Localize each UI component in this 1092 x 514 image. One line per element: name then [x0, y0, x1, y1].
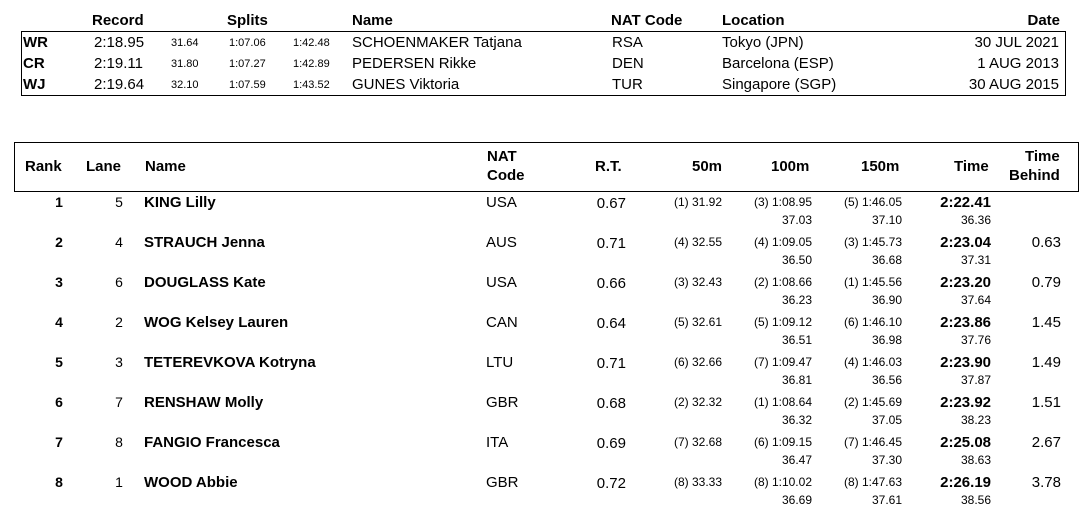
- rank: 8: [55, 474, 63, 490]
- records-header-nat: NAT Code: [611, 12, 683, 29]
- record-nat: TUR: [612, 76, 643, 93]
- nat-code: CAN: [486, 314, 518, 331]
- lane: 6: [115, 274, 123, 290]
- header-behind-line2: Behind: [1009, 167, 1060, 184]
- reaction-time: 0.71: [596, 355, 626, 372]
- reaction-time: 0.69: [596, 435, 626, 452]
- split-150m-sub: 37.30: [871, 453, 902, 467]
- record-nat: DEN: [612, 55, 644, 72]
- split-150m: (7) 1:46.45: [843, 435, 902, 449]
- final-time: 2:23.04: [940, 234, 991, 251]
- time-behind: 1.51: [1031, 394, 1061, 411]
- nat-code: USA: [486, 194, 517, 211]
- athlete-name: WOOD Abbie: [144, 474, 238, 491]
- split-150m-sub: 37.05: [871, 413, 902, 427]
- split-100m: (7) 1:09.47: [753, 355, 812, 369]
- table-row: [14, 231, 1077, 271]
- split-100m-sub: 36.50: [781, 253, 812, 267]
- final-time-sub: 37.76: [960, 333, 991, 347]
- header-rank: Rank: [25, 158, 62, 175]
- athlete-name: TETEREVKOVA Kotryna: [144, 354, 316, 371]
- nat-code: ITA: [486, 434, 509, 451]
- header-behind-line1: Time: [1025, 148, 1060, 165]
- record-split-100: 1:07.59: [229, 79, 266, 91]
- time-behind: 2.67: [1031, 434, 1061, 451]
- record-row-wr: [21, 32, 1066, 53]
- athlete-name: WOG Kelsey Lauren: [144, 314, 289, 331]
- lane: 2: [115, 314, 123, 330]
- reaction-time: 0.66: [596, 275, 626, 292]
- split-50m: (6) 32.66: [673, 355, 722, 369]
- split-50m: (1) 31.92: [673, 195, 722, 209]
- rank: 5: [55, 354, 63, 370]
- split-50m: (5) 32.61: [673, 315, 722, 329]
- final-time: 2:23.86: [940, 314, 991, 331]
- records-table: [21, 9, 1066, 95]
- lane: 5: [115, 194, 123, 210]
- record-name: SCHOENMAKER Tatjana: [352, 34, 522, 51]
- split-150m: (3) 1:45.73: [843, 235, 902, 249]
- record-time: 2:19.64: [94, 76, 145, 93]
- split-100m: (6) 1:09.15: [753, 435, 812, 449]
- records-header-location: Location: [722, 12, 785, 29]
- split-100m-sub: 36.81: [781, 373, 812, 387]
- split-100m-sub: 36.23: [781, 293, 812, 307]
- reaction-time: 0.71: [596, 235, 626, 252]
- record-split-150: 1:42.89: [293, 58, 330, 70]
- header-100m: 100m: [771, 158, 810, 175]
- split-150m: (6) 1:46.10: [843, 315, 902, 329]
- split-100m: (8) 1:10.02: [753, 475, 812, 489]
- table-row: [14, 471, 1077, 511]
- record-location: Tokyo (JPN): [722, 34, 804, 51]
- split-100m-sub: 36.32: [781, 413, 812, 427]
- record-code: CR: [23, 55, 45, 72]
- rank: 7: [55, 434, 63, 450]
- split-100m-sub: 36.51: [781, 333, 812, 347]
- header-150m: 150m: [861, 158, 900, 175]
- nat-code: GBR: [486, 474, 519, 491]
- record-time: 2:19.11: [94, 55, 143, 72]
- split-100m: (5) 1:09.12: [753, 315, 812, 329]
- split-150m: (2) 1:45.69: [843, 395, 902, 409]
- record-split-100: 1:07.06: [229, 37, 266, 49]
- reaction-time: 0.64: [596, 315, 626, 332]
- record-date: 30 AUG 2015: [968, 76, 1059, 93]
- record-location: Barcelona (ESP): [722, 55, 834, 72]
- split-150m-sub: 37.10: [871, 213, 902, 227]
- table-row: [14, 391, 1077, 431]
- split-50m: (2) 32.32: [673, 395, 722, 409]
- header-rt: R.T.: [595, 158, 622, 175]
- rank: 3: [55, 274, 63, 290]
- split-100m-sub: 37.03: [781, 213, 812, 227]
- record-time: 2:18.95: [94, 34, 145, 51]
- record-row-cr: [21, 53, 1066, 74]
- reaction-time: 0.68: [596, 395, 626, 412]
- split-150m-sub: 36.68: [871, 253, 902, 267]
- final-time: 2:23.20: [940, 274, 991, 291]
- record-date: 30 JUL 2021: [974, 34, 1059, 51]
- records-header-splits: Splits: [227, 12, 268, 29]
- split-150m: (1) 1:45.56: [843, 275, 902, 289]
- athlete-name: FANGIO Francesca: [144, 434, 280, 451]
- athlete-name: KING Lilly: [144, 194, 216, 211]
- record-location: Singapore (SGP): [722, 76, 837, 93]
- split-150m-sub: 36.90: [871, 293, 902, 307]
- lane: 8: [115, 434, 123, 450]
- lane: 1: [115, 474, 123, 490]
- final-time-sub: 36.36: [960, 213, 991, 227]
- record-date: 1 AUG 2013: [977, 55, 1059, 72]
- record-row-wj: [21, 74, 1066, 95]
- final-time: 2:22.41: [940, 194, 991, 211]
- reaction-time: 0.72: [596, 475, 626, 492]
- nat-code: GBR: [486, 394, 519, 411]
- record-code: WJ: [23, 76, 46, 93]
- split-50m: (7) 32.68: [673, 435, 722, 449]
- split-150m-sub: 36.98: [871, 333, 902, 347]
- record-split-50: 32.10: [171, 79, 199, 91]
- record-split-100: 1:07.27: [229, 58, 266, 70]
- table-row: [14, 191, 1077, 231]
- header-nat-line1: NAT: [487, 148, 517, 165]
- lane: 3: [115, 354, 123, 370]
- split-100m: (3) 1:08.95: [753, 195, 812, 209]
- split-50m: (8) 33.33: [673, 475, 722, 489]
- record-name: GUNES Viktoria: [352, 76, 460, 93]
- record-split-150: 1:43.52: [293, 79, 330, 91]
- lane: 4: [115, 234, 123, 250]
- split-100m: (1) 1:08.64: [753, 395, 812, 409]
- athlete-name: STRAUCH Jenna: [144, 234, 265, 251]
- final-time: 2:23.92: [940, 394, 991, 411]
- header-time: Time: [954, 158, 989, 175]
- nat-code: AUS: [486, 234, 517, 251]
- final-time-sub: 38.56: [960, 493, 991, 507]
- split-150m-sub: 36.56: [871, 373, 902, 387]
- split-150m: (4) 1:46.03: [843, 355, 902, 369]
- final-time: 2:25.08: [940, 434, 991, 451]
- records-header-name: Name: [352, 12, 393, 29]
- record-name: PEDERSEN Rikke: [352, 55, 477, 72]
- rank: 2: [55, 234, 63, 250]
- header-50m: 50m: [692, 158, 723, 175]
- final-time-sub: 37.64: [960, 293, 991, 307]
- time-behind: 3.78: [1031, 474, 1061, 491]
- split-100m-sub: 36.69: [781, 493, 812, 507]
- split-100m-sub: 36.47: [781, 453, 812, 467]
- split-150m: (5) 1:46.05: [843, 195, 902, 209]
- split-100m: (2) 1:08.66: [753, 275, 812, 289]
- reaction-time: 0.67: [596, 195, 626, 212]
- lane: 7: [115, 394, 123, 410]
- record-split-150: 1:42.48: [293, 37, 330, 49]
- record-split-50: 31.64: [171, 37, 199, 49]
- table-row: [14, 271, 1077, 311]
- split-100m: (4) 1:09.05: [753, 235, 812, 249]
- nat-code: USA: [486, 274, 517, 291]
- header-nat-line2: Code: [487, 167, 525, 184]
- table-row: [14, 431, 1077, 471]
- time-behind: 1.49: [1031, 354, 1061, 371]
- table-row: [14, 311, 1077, 351]
- final-time: 2:26.19: [940, 474, 991, 491]
- final-time-sub: 37.31: [960, 253, 991, 267]
- time-behind: 0.79: [1031, 274, 1061, 291]
- time-behind: 1.45: [1031, 314, 1061, 331]
- final-time-sub: 38.63: [960, 453, 991, 467]
- time-behind: 0.63: [1031, 234, 1061, 251]
- rank: 1: [55, 194, 63, 210]
- rank: 6: [55, 394, 63, 410]
- record-nat: RSA: [612, 34, 643, 51]
- record-split-50: 31.80: [171, 58, 199, 70]
- final-time: 2:23.90: [940, 354, 991, 371]
- final-time-sub: 37.87: [960, 373, 991, 387]
- records-header-record: Record: [92, 12, 144, 29]
- table-row: [14, 351, 1077, 391]
- split-150m: (8) 1:47.63: [843, 475, 902, 489]
- rank: 4: [55, 314, 63, 330]
- split-150m-sub: 37.61: [871, 493, 902, 507]
- final-time-sub: 38.23: [960, 413, 991, 427]
- header-name: Name: [145, 158, 186, 175]
- athlete-name: DOUGLASS Kate: [144, 274, 266, 291]
- athlete-name: RENSHAW Molly: [144, 394, 264, 411]
- split-50m: (3) 32.43: [673, 275, 722, 289]
- record-code: WR: [23, 34, 48, 51]
- results-header: [14, 142, 1079, 192]
- header-lane: Lane: [86, 158, 122, 175]
- records-header-date: Date: [1027, 12, 1060, 29]
- split-50m: (4) 32.55: [673, 235, 722, 249]
- nat-code: LTU: [486, 354, 514, 371]
